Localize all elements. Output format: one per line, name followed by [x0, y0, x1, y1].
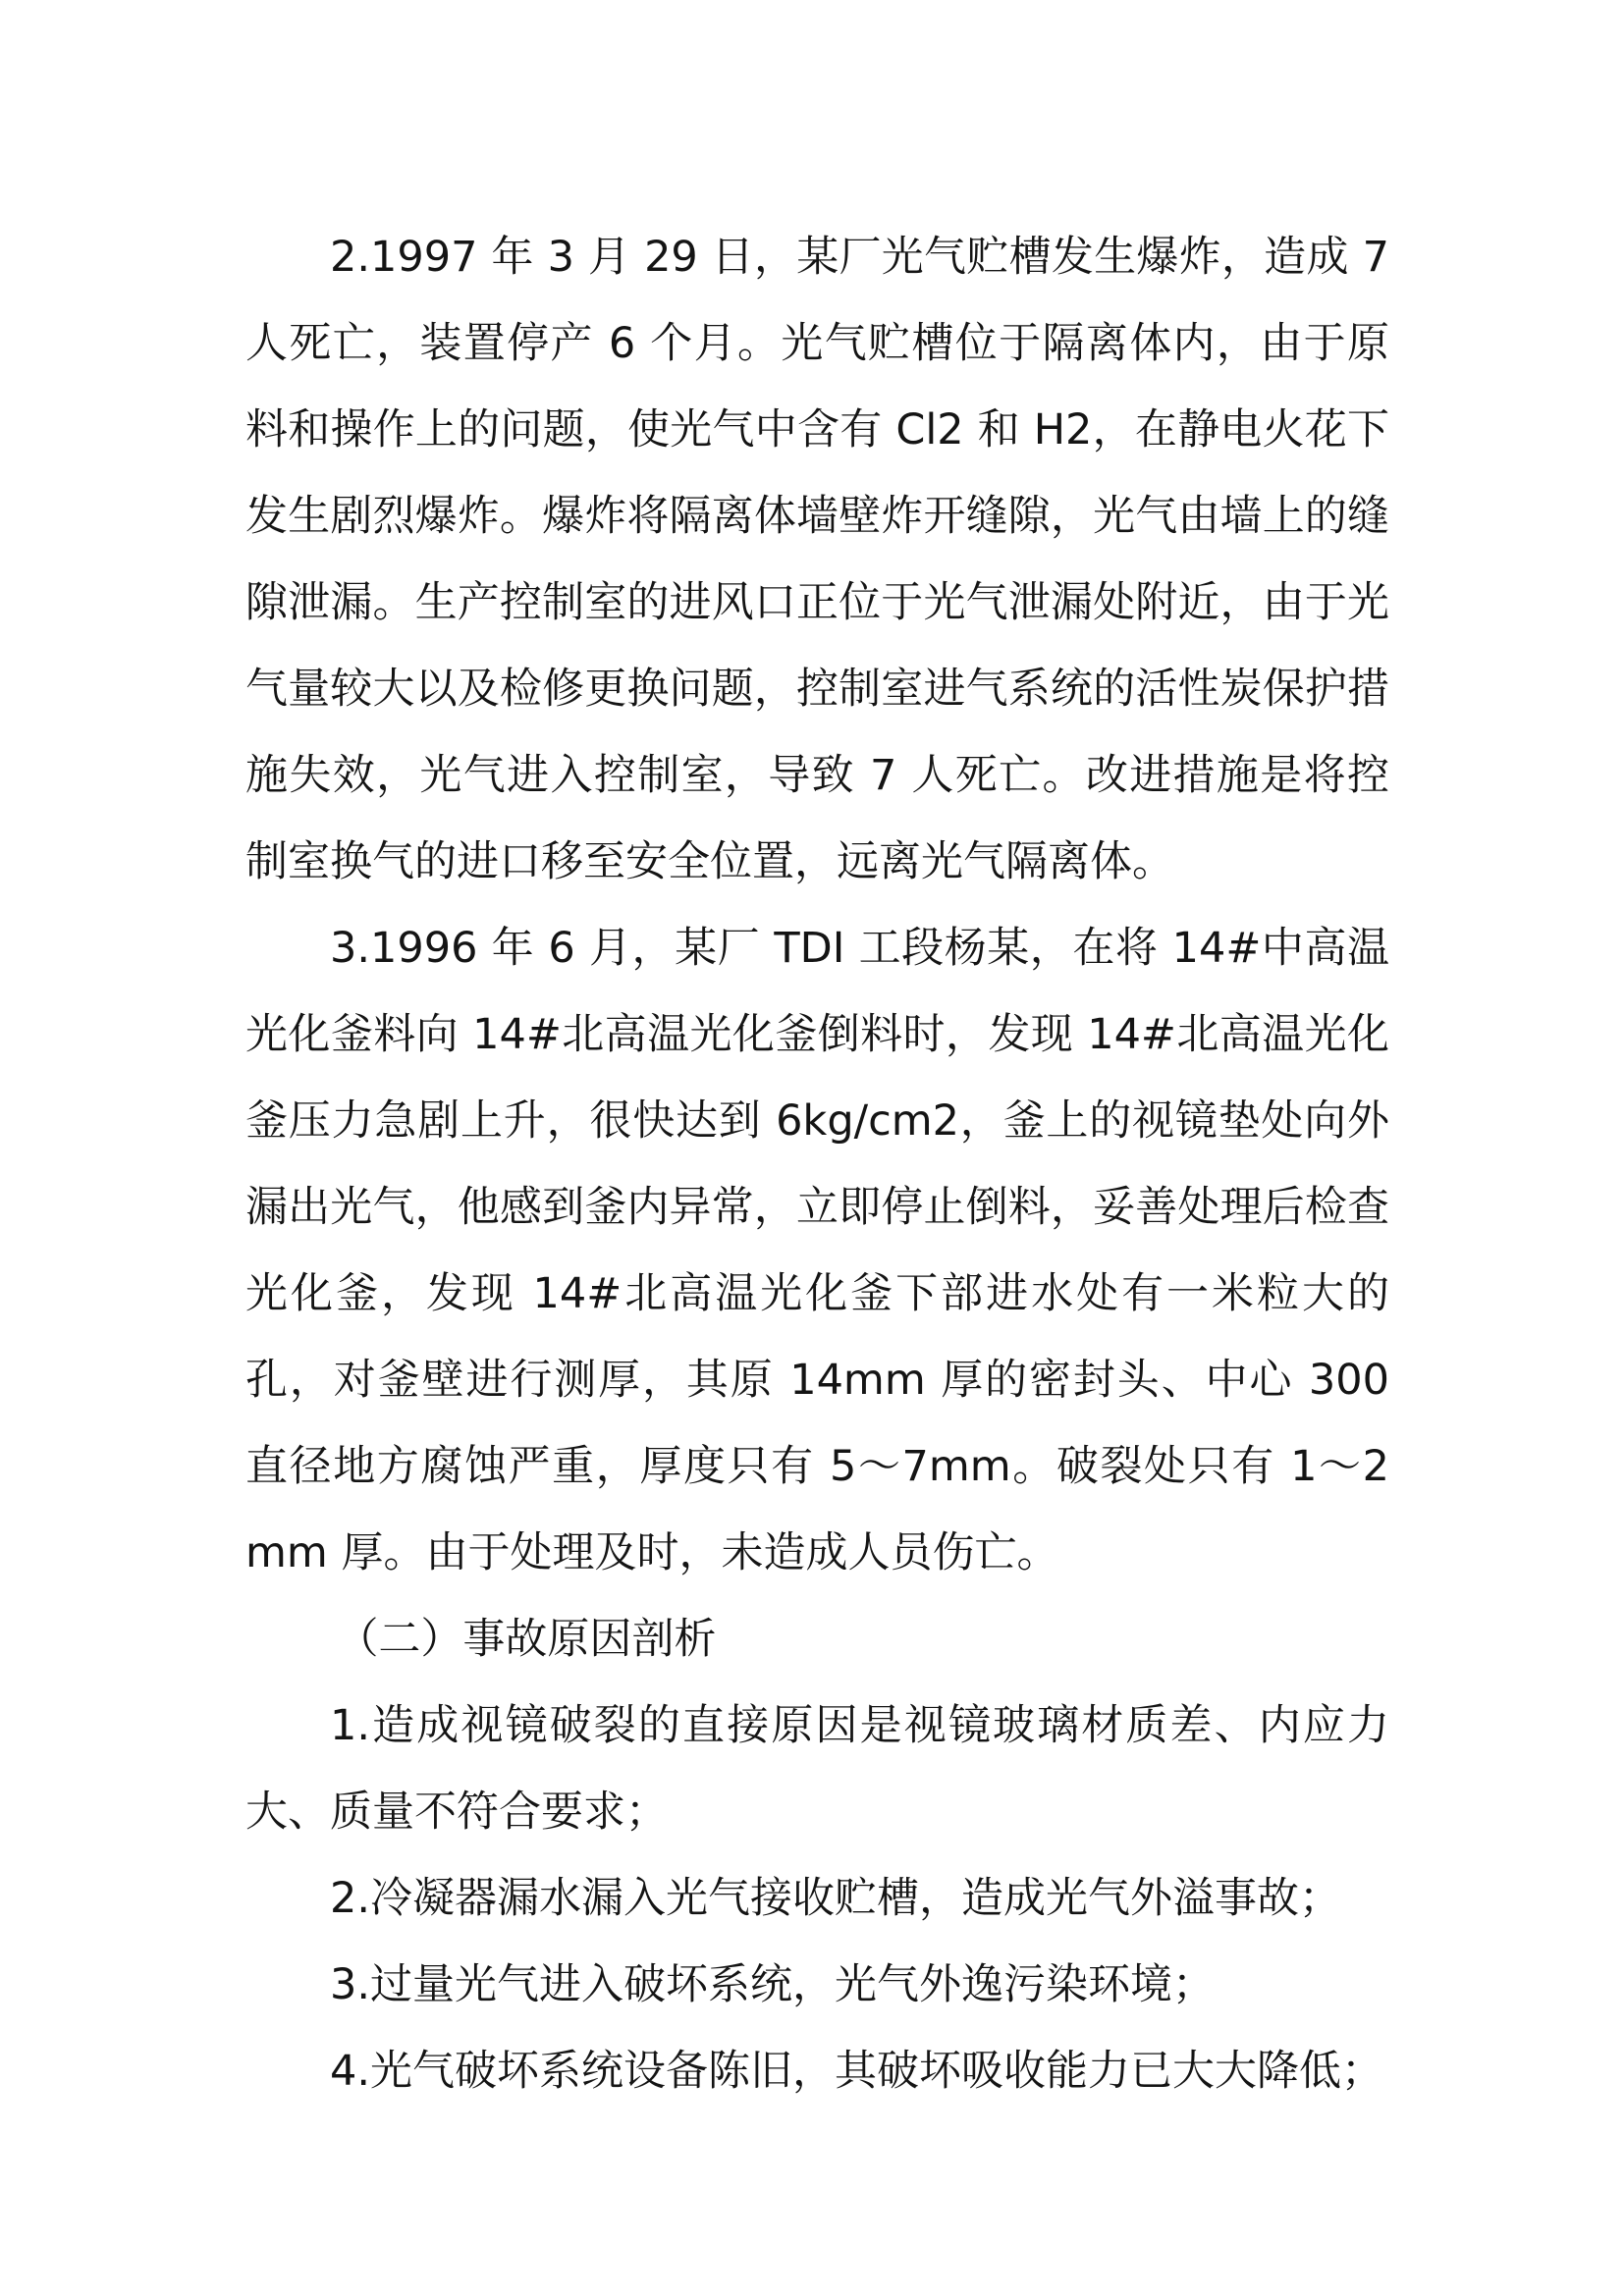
paragraph-incident-1996: 3.1996 年 6 月，某厂 TDI 工段杨某，在将 14#中高温光化釜料向 14#北高温光化釜倒料时，发现 14#北高温光化釜压力急剧上升，很快达到 6kg/cm2，釜上的视镜垫处向外漏出光气，他感到釜内异常，立即停止倒料，妥善处理后检查光化釜，发现 14#北高温光化釜下部进水处有一米粒大的孔，对釜壁进行测厚，其原 14mm 厚的密封头、中心 300 直径地方腐蚀严重，厚度只有 5～7mm。破裂处只有 1～2mm 厚。由于处理及时，未造成人员伤亡。 — [245, 924, 1389, 1577]
document-body — [245, 214, 1389, 2114]
cause-item: 1.造成视镜破裂的直接原因是视镜玻璃材质差、内应力大、质量不符合要求； — [245, 1701, 1389, 1837]
cause-item: 4.光气破坏系统设备陈旧，其破坏吸收能力已大大降低； — [330, 2047, 1384, 2096]
section-heading: （二）事故原因剖析 — [336, 1615, 717, 1664]
paragraph-incident-1997: 2.1997 年 3 月 29 日，某厂光气贮槽发生爆炸，造成 7 人死亡，装置停产 6 个月。光气贮槽位于隔离体内，由于原料和操作上的问题，使光气中含有 Cl2 和 H2，在静电火花下发生剧烈爆炸。爆炸将隔离体墙壁炸开缝隙，光气由墙上的缝隙泄漏。生产控制室的进风口正位于光气泄漏处附近，由于光气量较大以及检修更换问题，控制室进气系统的活性炭保护措施失效，光气进入控制室，导致 7 人死亡。改进措施是将控制室换气的进口移至安全位置，远离光气隔离体。 — [245, 233, 1389, 886]
cause-item: 2.冷凝器漏水漏入光气接收贮槽，造成光气外溢事故； — [330, 1874, 1342, 1923]
cause-item: 3.过量光气进入破坏系统，光气外逸污染环境； — [330, 1960, 1216, 2009]
